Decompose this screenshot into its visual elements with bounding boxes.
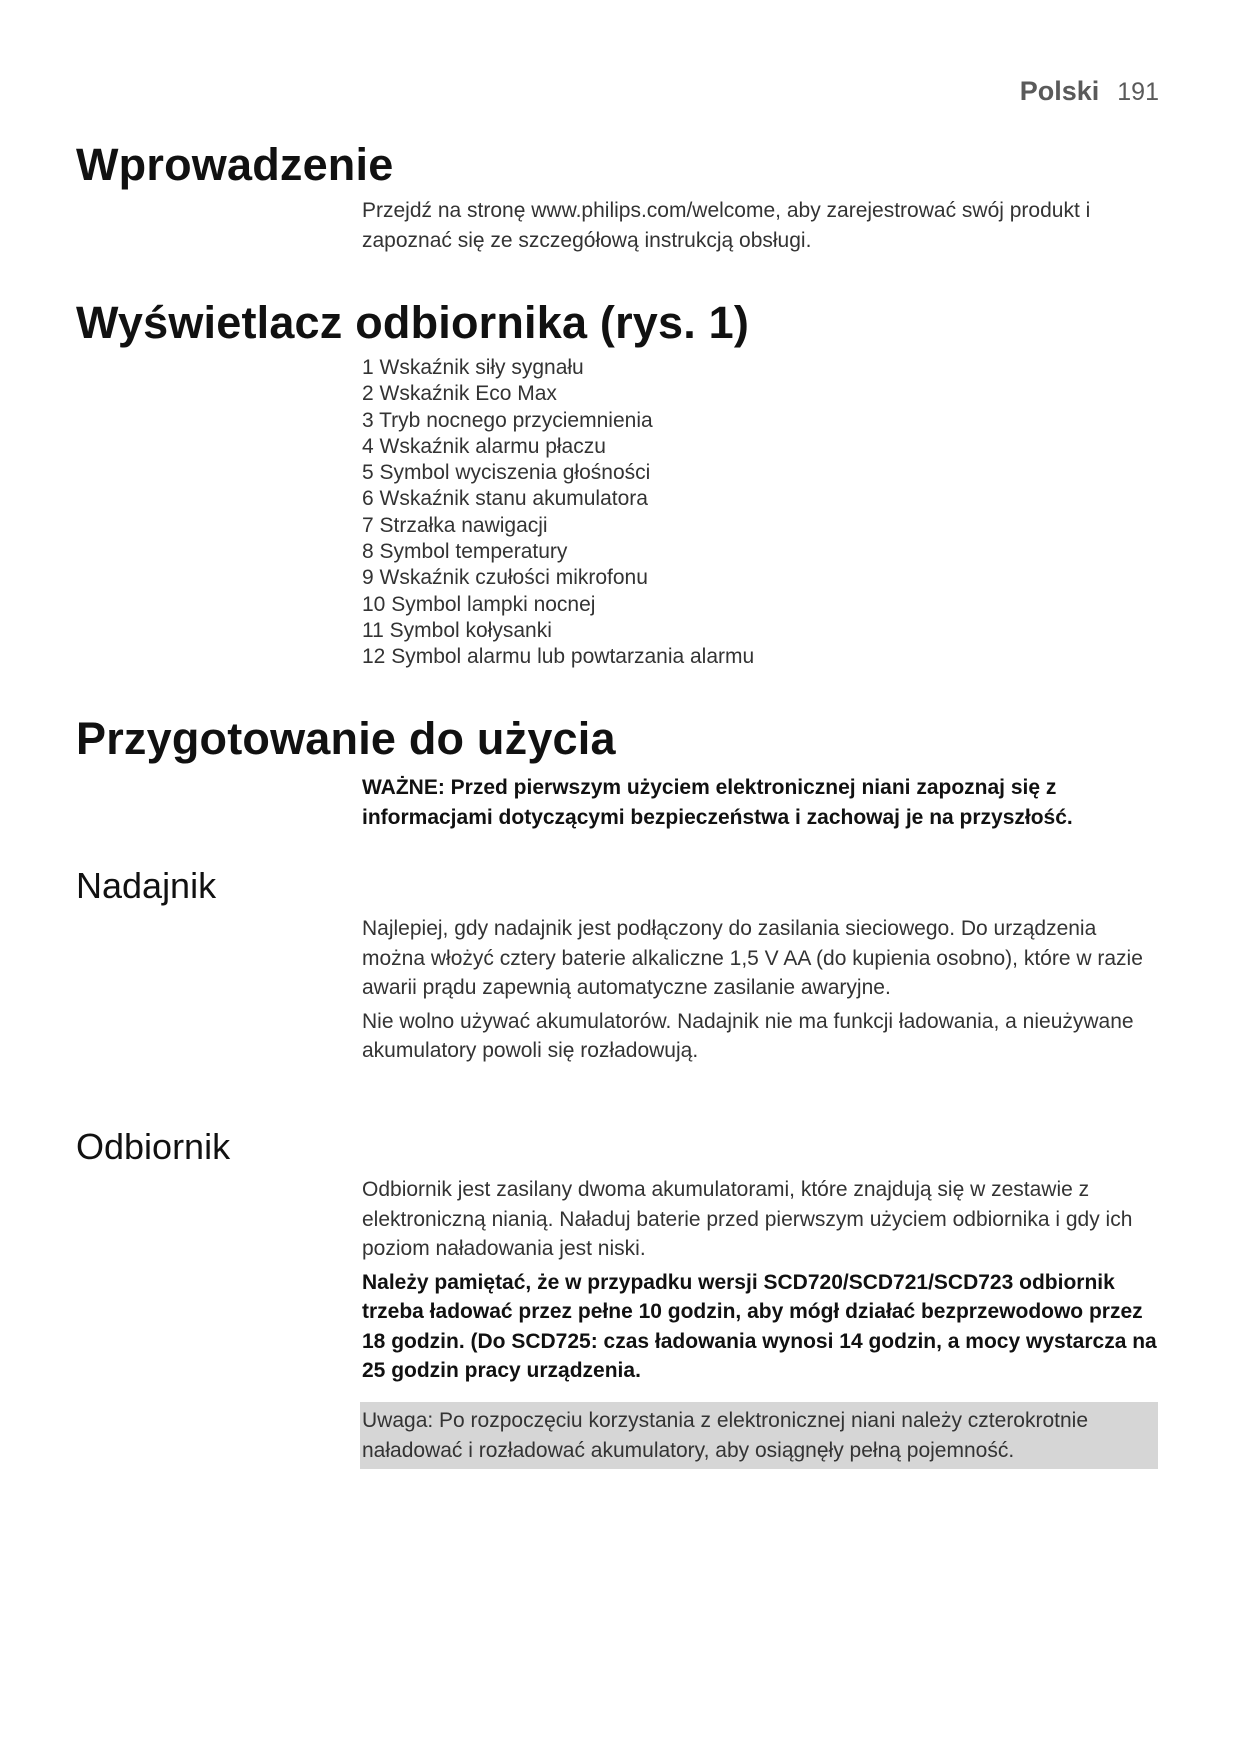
list-item: 7 Strzałka nawigacji bbox=[362, 513, 548, 537]
language-label: Polski bbox=[1019, 76, 1100, 106]
page-number: 191 bbox=[1117, 78, 1159, 106]
preparation-heading: Przygotowanie do użycia bbox=[76, 713, 616, 764]
list-item: 10 Symbol lampki nocnej bbox=[362, 592, 596, 616]
transmitter-heading: Nadajnik bbox=[76, 865, 217, 906]
display-parts-list bbox=[362, 355, 754, 671]
receiver-paragraph-1: Odbiornik jest zasilany dwoma akumulatorami, które znajdują się w zestawie z elektroniczną nianią. Naładuj baterie przed pierwszym użyciem odbiornika i gdy ich poziom naładowania jest niski. bbox=[362, 1178, 1133, 1260]
list-item: 9 Wskaźnik czułości mikrofonu bbox=[362, 566, 648, 590]
receiver-bold-paragraph: Należy pamiętać, że w przypadku wersji SCD720/SCD721/SCD723 odbiornik trzeba ładować przez pełne 10 godzin, aby mógł działać bezprzewodowo przez 18 godzin. (Do SCD725: czas ładowania wynosi 14 godzin, a mocy wystarcza na 25 godzin pracy urządzenia. bbox=[362, 1270, 1157, 1382]
list-item: 5 Symbol wyciszenia głośności bbox=[362, 461, 651, 485]
list-item: 11 Symbol kołysanki bbox=[362, 618, 552, 642]
intro-paragraph: Przejdź na stronę www.philips.com/welcome, aby zarejestrować swój produkt i zapoznać się ze szczegółową instrukcją obsługi. bbox=[362, 199, 1091, 252]
note-box bbox=[360, 1402, 1158, 1469]
list-item: 12 Symbol alarmu lub powtarzania alarmu bbox=[362, 645, 755, 669]
page-header bbox=[1020, 76, 1159, 107]
list-item: 6 Wskaźnik stanu akumulatora bbox=[362, 487, 648, 511]
display-heading: Wyświetlacz odbiornika (rys. 1) bbox=[76, 297, 750, 348]
important-notice-block bbox=[362, 773, 1162, 832]
list-item: 1 Wskaźnik siły sygnału bbox=[362, 356, 584, 379]
intro-heading: Wprowadzenie bbox=[76, 139, 394, 190]
list-item: 3 Tryb nocnego przyciemnienia bbox=[362, 408, 653, 432]
important-notice: WAŻNE: Przed pierwszym użyciem elektronicznej niani zapoznaj się z informacjami dotyczącymi bezpieczeństwa i zachowaj je na przyszłość. bbox=[362, 776, 1073, 829]
transmitter-text-block bbox=[362, 914, 1162, 1066]
list-item: 4 Wskaźnik alarmu płaczu bbox=[362, 434, 606, 458]
list-item: 2 Wskaźnik Eco Max bbox=[362, 382, 557, 406]
receiver-text-block bbox=[362, 1175, 1162, 1386]
intro-text-block bbox=[362, 196, 1162, 255]
note-text: Uwaga: Po rozpoczęciu korzystania z elektronicznej niani należy czterokrotnie naładować i rozładować akumulatory, aby osiągnęły pełną pojemność. bbox=[362, 1409, 1089, 1462]
transmitter-paragraph-2: Nie wolno używać akumulatorów. Nadajnik nie ma funkcji ładowania, a nieużywane akumulatory powoli się rozładowują. bbox=[362, 1009, 1134, 1062]
list-item: 8 Symbol temperatury bbox=[362, 540, 568, 564]
receiver-heading: Odbiornik bbox=[76, 1126, 231, 1167]
transmitter-paragraph-1: Najlepiej, gdy nadajnik jest podłączony do zasilania sieciowego. Do urządzenia można włożyć cztery baterie alkaliczne 1,5 V AA (do kupienia osobno), które w razie awarii prądu zapewnią automatyczne zasilanie awaryjne. bbox=[362, 917, 1143, 999]
